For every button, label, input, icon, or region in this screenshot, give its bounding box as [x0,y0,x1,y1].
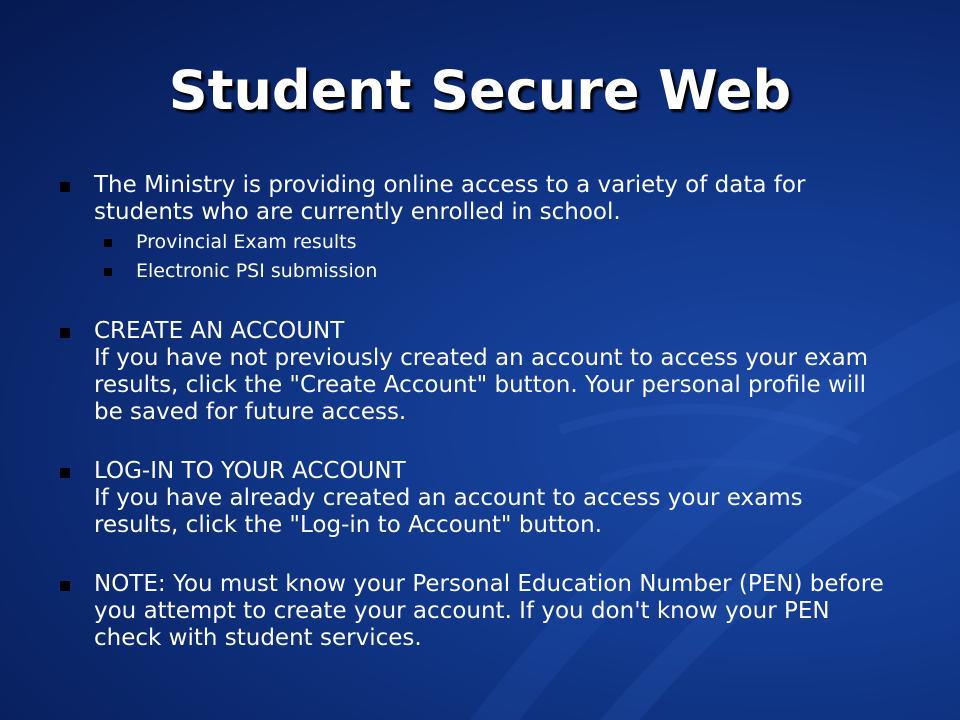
square-bullet-icon [104,268,112,276]
login-account-text: If you have already created an account to access your exams results, click the "Log-in to Account" button. [94,485,803,538]
note-text: NOTE: You must know your Personal Education Number (PEN) before you attempt to create your account. If you don't know your PEN check with student services. [94,571,884,651]
sub-bullet-text: Provincial Exam results [136,231,357,253]
slide-title: Student Secure Web [168,59,792,122]
square-bullet-icon [60,581,70,591]
sub-bullet-text: Electronic PSI submission [136,260,378,282]
square-bullet-icon [104,239,112,247]
login-account-heading: LOG-IN TO YOUR ACCOUNT [94,458,406,484]
square-bullet-icon [60,468,70,478]
square-bullet-icon [60,182,70,192]
create-account-text: If you have not previously created an account to access your exam results, click the "Create Account" button. Your personal profile will be saved for future access. [94,345,869,425]
square-bullet-icon [60,328,70,338]
create-account-heading: CREATE AN ACCOUNT [94,318,345,344]
bullet-intro-text: The Ministry is providing online access to a variety of data for students who are currently enrolled in school. [94,172,806,225]
